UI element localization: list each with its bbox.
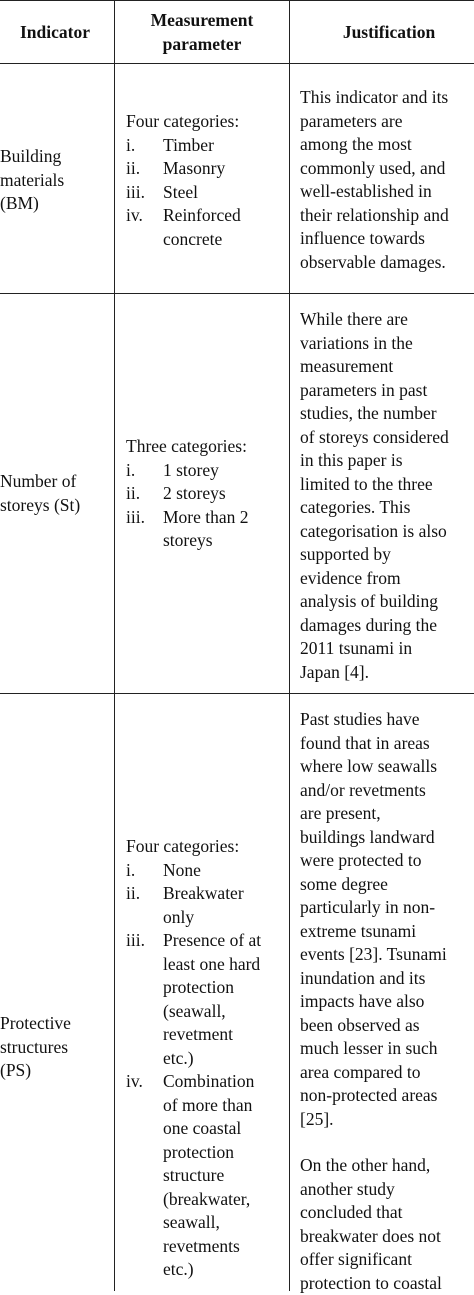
row-2-measurement — [126, 435, 286, 553]
category-item — [126, 228, 286, 252]
category-number: iii. — [126, 506, 163, 530]
row-2-justification — [300, 308, 474, 684]
category-item — [126, 181, 286, 205]
header-measurement-line: parameter — [116, 33, 288, 57]
justification-line: While there are — [300, 308, 474, 332]
category-item — [126, 134, 286, 158]
category-number: i. — [126, 859, 163, 883]
category-item — [126, 459, 286, 483]
row-3-indicator — [0, 1012, 110, 1083]
row-3-measurement — [126, 835, 286, 1282]
justification-line: were protected to — [300, 849, 474, 873]
category-item — [126, 1211, 286, 1235]
category-text: Steel — [163, 181, 198, 205]
row-1-indicator — [0, 145, 110, 216]
justification-line: This indicator and its — [300, 86, 474, 110]
category-number — [126, 1094, 163, 1118]
indicator-line: (PS) — [0, 1059, 110, 1083]
category-text: etc.) — [163, 1258, 194, 1282]
justification-line: concluded that — [300, 1201, 474, 1225]
justification-line: breakwater does not — [300, 1225, 474, 1249]
category-text: structure — [163, 1164, 224, 1188]
category-item — [126, 1094, 286, 1118]
column-divider — [114, 1, 115, 1291]
category-item — [126, 1070, 286, 1094]
category-text: Timber — [163, 134, 214, 158]
indicator-line: storeys (St) — [0, 494, 110, 518]
measurement-intro: Four categories: — [126, 110, 286, 134]
justification-line: buildings landward — [300, 826, 474, 850]
header-measurement — [116, 9, 288, 56]
justification-line: offer significant — [300, 1248, 474, 1272]
justification-line: found that in areas — [300, 732, 474, 756]
measurement-intro: Three categories: — [126, 435, 286, 459]
category-item — [126, 529, 286, 553]
justification-line: events [23]. Tsunami — [300, 943, 474, 967]
justification-line: and/or revetments — [300, 779, 474, 803]
category-text: of more than — [163, 1094, 252, 1118]
justification-line: limited to the three — [300, 473, 474, 497]
category-text: protection — [163, 1141, 234, 1165]
category-item — [126, 976, 286, 1000]
category-number — [126, 953, 163, 977]
justification-line: studies, the number — [300, 402, 474, 426]
justification-line: measurement — [300, 355, 474, 379]
category-item — [126, 1141, 286, 1165]
justification-line: categorisation is also — [300, 520, 474, 544]
row-2-indicator — [0, 470, 110, 517]
justification-line: much lesser in such — [300, 1037, 474, 1061]
justification-line: [25]. — [300, 1108, 474, 1132]
justification-line: categories. This — [300, 496, 474, 520]
category-item — [126, 953, 286, 977]
category-number — [126, 906, 163, 930]
category-number: i. — [126, 459, 163, 483]
category-number: iv. — [126, 204, 163, 228]
justification-line: well-established in — [300, 180, 474, 204]
indicator-line: (BM) — [0, 192, 110, 216]
justification-line: observable damages. — [300, 251, 474, 275]
category-text: (breakwater, — [163, 1188, 250, 1212]
category-number: ii. — [126, 482, 163, 506]
indicator-line: Building — [0, 145, 110, 169]
justification-line: Japan [4]. — [300, 661, 474, 685]
justification-line: variations in the — [300, 332, 474, 356]
justification-line: area compared to — [300, 1061, 474, 1085]
paragraph-gap — [300, 1131, 474, 1154]
category-item — [126, 1164, 286, 1188]
category-text: More than 2 — [163, 506, 249, 530]
category-text: one coastal — [163, 1117, 241, 1141]
category-text: (seawall, — [163, 1000, 226, 1024]
justification-line: 2011 tsunami in — [300, 637, 474, 661]
justification-line: been observed as — [300, 1014, 474, 1038]
category-item — [126, 882, 286, 906]
category-item — [126, 906, 286, 930]
category-text: None — [163, 859, 201, 883]
justification-line: influence towards — [300, 227, 474, 251]
category-item — [126, 506, 286, 530]
category-number — [126, 1000, 163, 1024]
category-number: iv. — [126, 1070, 163, 1094]
justification-line: their relationship and — [300, 204, 474, 228]
indicator-line: Number of — [0, 470, 110, 494]
row-1-justification — [300, 86, 474, 274]
justification-line: impacts have also — [300, 990, 474, 1014]
justification-line: in this paper is — [300, 449, 474, 473]
header-justification-text: Justification — [343, 22, 435, 42]
indicator-line: structures — [0, 1036, 110, 1060]
justification-line: of storeys considered — [300, 426, 474, 450]
justification-line: On the other hand, — [300, 1154, 474, 1178]
header-indicator — [0, 21, 110, 45]
category-item — [126, 1000, 286, 1024]
justification-line: extreme tsunami — [300, 920, 474, 944]
category-text: Presence of at — [163, 929, 261, 953]
category-number — [126, 1164, 163, 1188]
category-item — [126, 1235, 286, 1259]
justification-line: some degree — [300, 873, 474, 897]
justification-line: inundation and its — [300, 967, 474, 991]
category-item — [126, 482, 286, 506]
category-number: iii. — [126, 929, 163, 953]
row-divider — [0, 693, 474, 694]
row-1-measurement — [126, 110, 286, 251]
justification-line: where low seawalls — [300, 755, 474, 779]
category-number — [126, 1188, 163, 1212]
category-item — [126, 204, 286, 228]
justification-line: non-protected areas — [300, 1084, 474, 1108]
category-text: revetment — [163, 1023, 233, 1047]
justification-line: parameters in past — [300, 379, 474, 403]
category-text: 2 storeys — [163, 482, 226, 506]
justification-line: another study — [300, 1178, 474, 1202]
category-text: 1 storey — [163, 459, 219, 483]
column-divider — [289, 1, 290, 1291]
category-text: etc.) — [163, 1047, 194, 1071]
indicator-line: Protective — [0, 1012, 110, 1036]
category-number — [126, 529, 163, 553]
category-text: concrete — [163, 228, 222, 252]
header-indicator-text: Indicator — [20, 22, 90, 42]
category-number — [126, 1141, 163, 1165]
category-number — [126, 228, 163, 252]
category-item — [126, 1047, 286, 1071]
category-text: revetments — [163, 1235, 240, 1259]
row-divider — [0, 293, 474, 294]
justification-line: among the most — [300, 133, 474, 157]
justification-line: protection to coastal — [300, 1272, 474, 1295]
justification-line: supported by — [300, 543, 474, 567]
justification-line: are present, — [300, 802, 474, 826]
category-item — [126, 157, 286, 181]
category-number: ii. — [126, 882, 163, 906]
category-text: Reinforced — [163, 204, 241, 228]
justification-line: damages during the — [300, 614, 474, 638]
header-justification — [300, 21, 474, 45]
category-text: Combination — [163, 1070, 254, 1094]
category-item — [126, 859, 286, 883]
justification-line: evidence from — [300, 567, 474, 591]
row-divider — [0, 63, 474, 64]
category-number — [126, 1211, 163, 1235]
category-item — [126, 1117, 286, 1141]
justification-line: commonly used, and — [300, 157, 474, 181]
header-measurement-line: Measurement — [116, 9, 288, 33]
category-item — [126, 1258, 286, 1282]
category-number — [126, 1047, 163, 1071]
category-number: iii. — [126, 181, 163, 205]
category-item — [126, 1188, 286, 1212]
category-text: least one hard — [163, 953, 260, 977]
category-text: Masonry — [163, 157, 225, 181]
indicator-line: materials — [0, 169, 110, 193]
category-number — [126, 1117, 163, 1141]
justification-line: analysis of building — [300, 590, 474, 614]
row-3-justification — [300, 708, 474, 1295]
category-number — [126, 1023, 163, 1047]
category-item — [126, 929, 286, 953]
category-number — [126, 976, 163, 1000]
category-text: seawall, — [163, 1211, 220, 1235]
justification-line: particularly in non- — [300, 896, 474, 920]
category-text: storeys — [163, 529, 213, 553]
justification-line: Past studies have — [300, 708, 474, 732]
category-text: protection — [163, 976, 234, 1000]
justification-line: parameters are — [300, 110, 474, 134]
category-item — [126, 1023, 286, 1047]
category-number: i. — [126, 134, 163, 158]
category-number — [126, 1258, 163, 1282]
category-text: Breakwater — [163, 882, 244, 906]
category-text: only — [163, 906, 194, 930]
measurement-intro: Four categories: — [126, 835, 286, 859]
category-number: ii. — [126, 157, 163, 181]
category-number — [126, 1235, 163, 1259]
